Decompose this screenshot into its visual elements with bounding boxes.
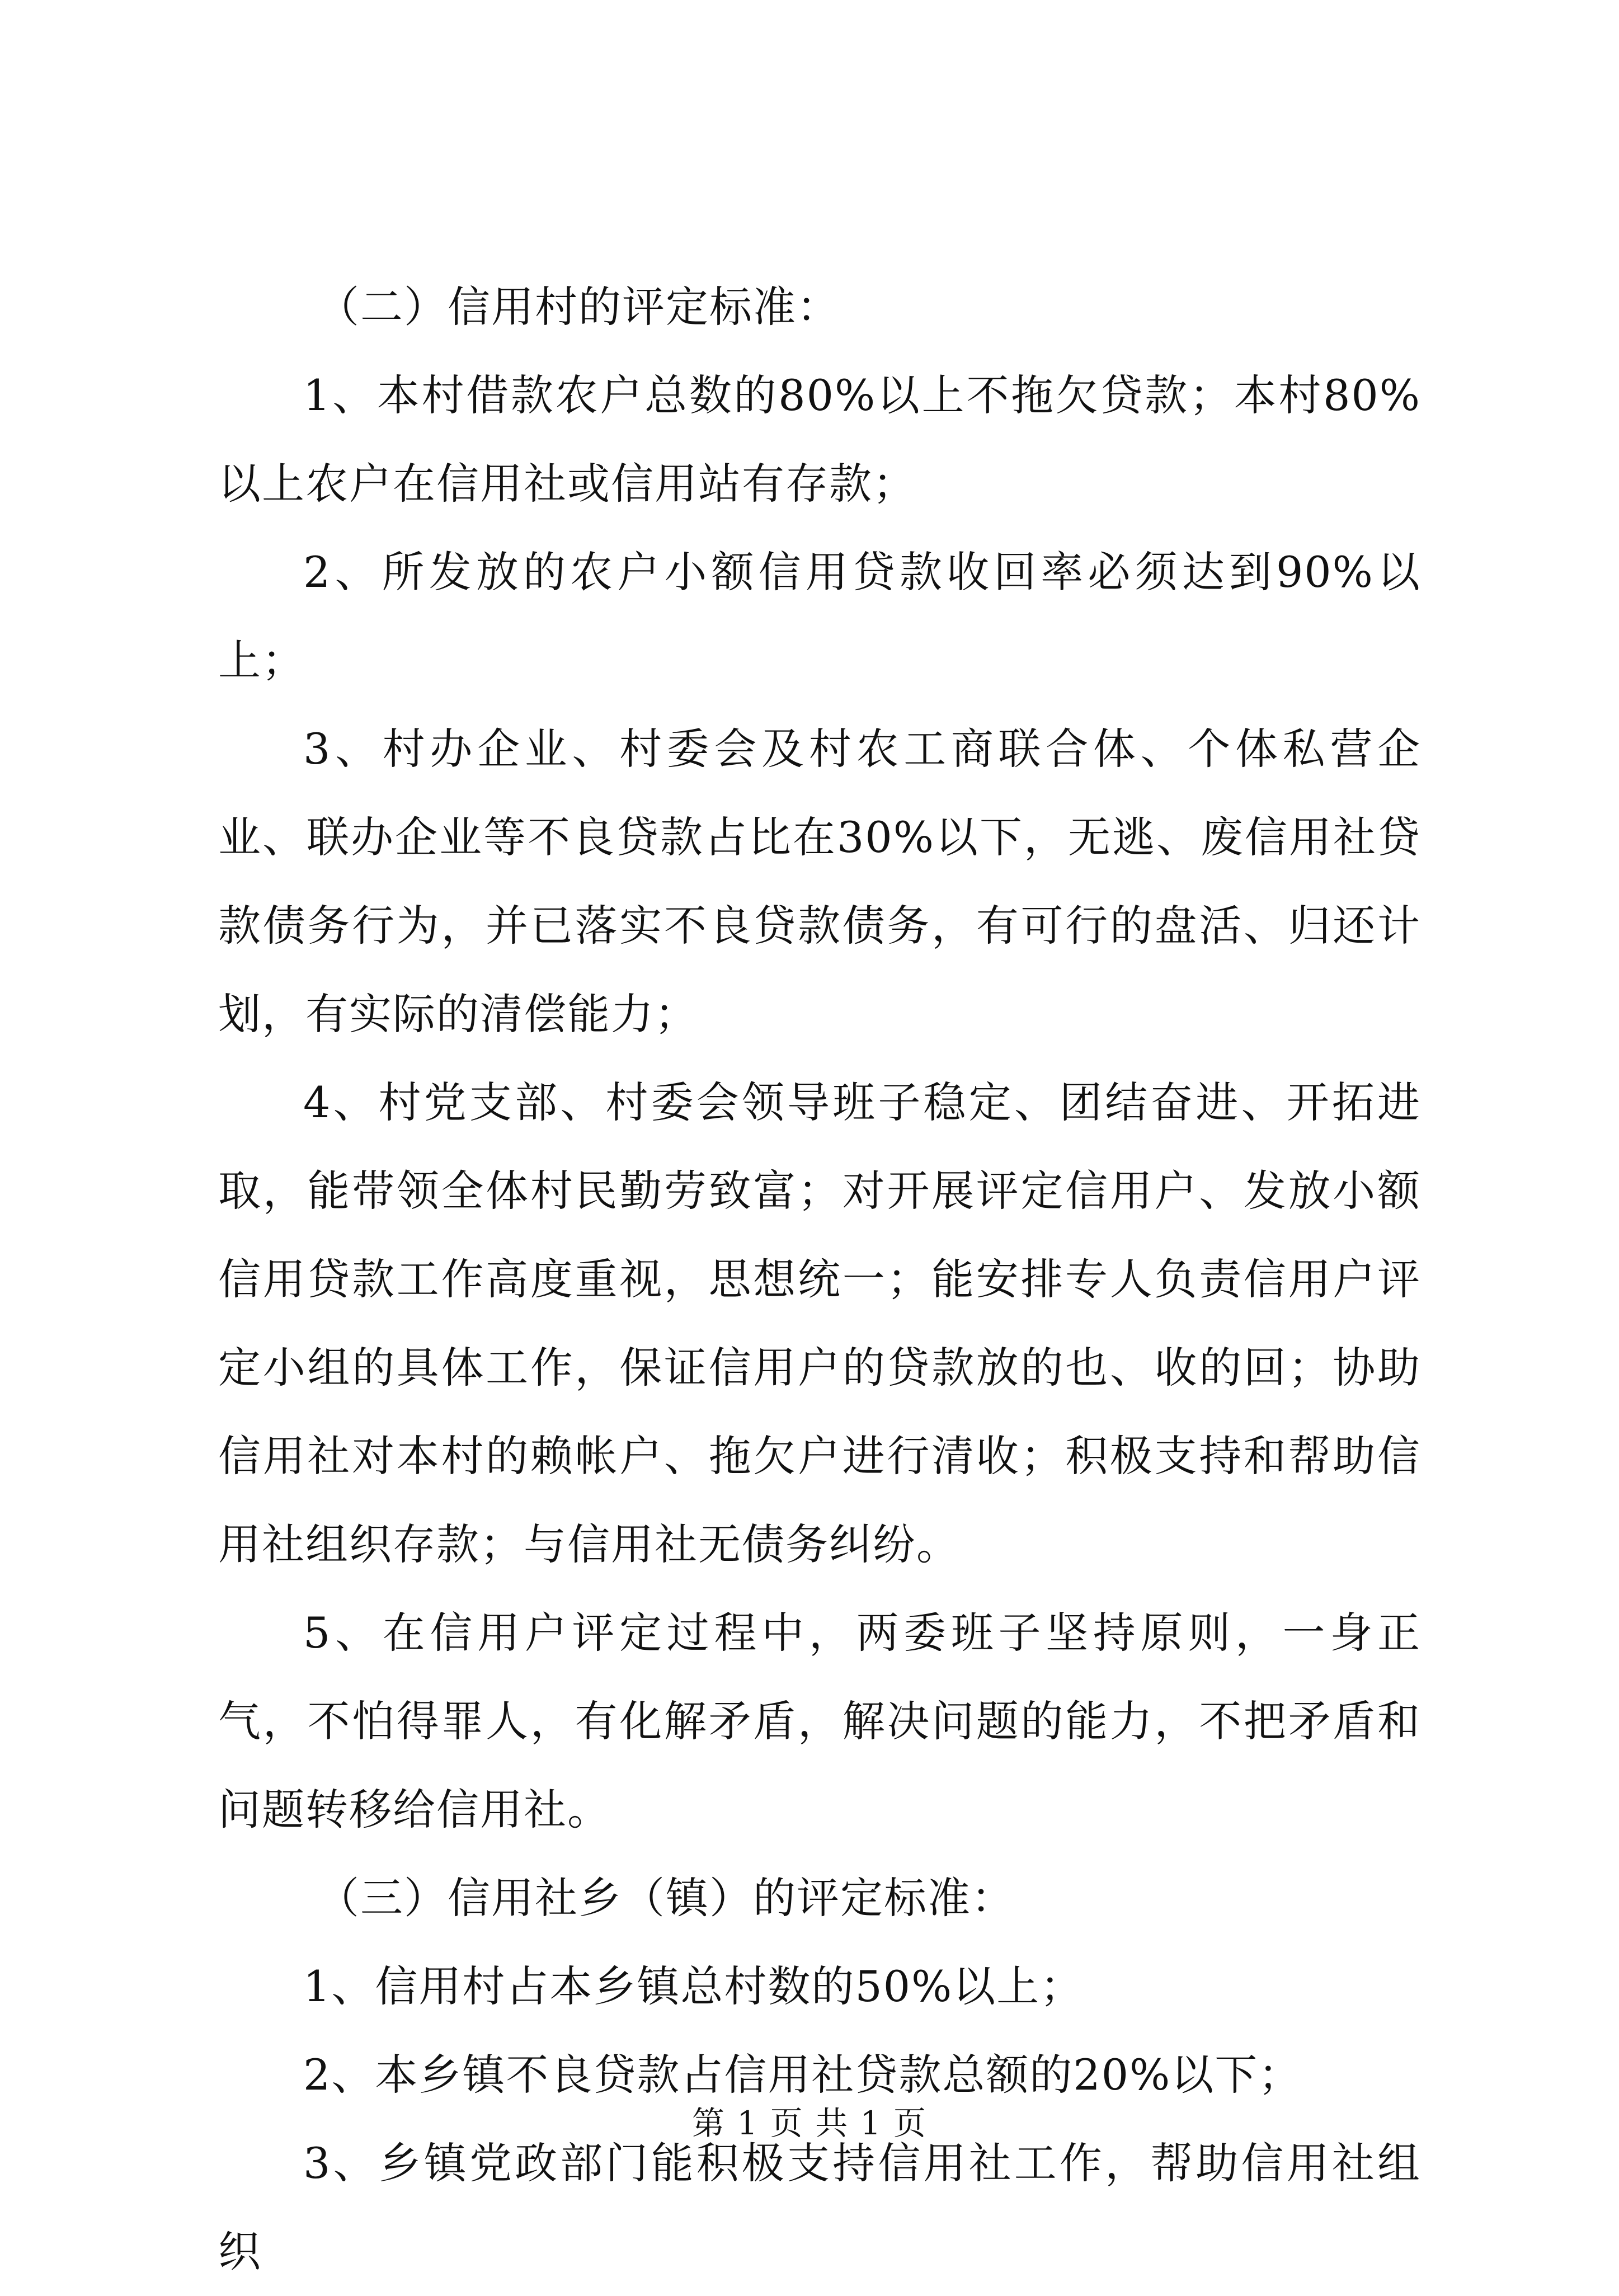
page-number-footer: 第 1 页 共 1 页 <box>692 2104 927 2142</box>
paragraph-township-item-2: 2、本乡镇不良贷款占信用社贷款总额的20%以下； <box>303 2050 1302 2100</box>
section-heading-credit-village: （二）信用村的评定标准： <box>317 282 840 332</box>
paragraph-item-4: 4、村党支部、村委会领导班子稳定、团结奋进、开拓进取，能带领全体村民勤劳致富；对开展评定信用户、发放小额信用贷款工作高度重视，思想统一；能安排专人负责信用户评定小组的具体工作，保证信用户的贷款放的也、收的回；协助信用社对本村的赖帐户、拖欠户进行清收；积极支持和帮助信用社组织存款；与信用社无债务纠纷。 <box>218 1078 1421 1569</box>
section-heading-credit-township: （三）信用社乡（镇）的评定标准： <box>317 1873 1015 1923</box>
document-body <box>218 263 1421 2296</box>
paragraph-item-3: 3、村办企业、村委会及村农工商联合体、个体私营企业、联办企业等不良贷款占比在30%以下，无逃、废信用社贷款债务行为，并已落实不良贷款债务，有可行的盘活、归还计划，有实际的清偿能力； <box>218 724 1421 1039</box>
paragraph-item-1: 1、本村借款农户总数的80%以上不拖欠贷款；本村80%以上农户在信用社或信用站有存款； <box>218 370 1421 509</box>
paragraph-township-item-3: 3、乡镇党政部门能积极支持信用社工作，帮助信用社组织 <box>218 2138 1421 2276</box>
paragraph-item-5: 5、在信用户评定过程中，两委班子坚持原则，一身正气，不怕得罪人，有化解矛盾，解决问题的能力，不把矛盾和问题转移给信用社。 <box>218 1608 1421 1834</box>
paragraph-item-2: 2、所发放的农户小额信用贷款收回率必须达到90%以上； <box>218 547 1421 685</box>
paragraph-township-item-1: 1、信用村占本乡镇总村数的50%以上； <box>303 1961 1084 2011</box>
